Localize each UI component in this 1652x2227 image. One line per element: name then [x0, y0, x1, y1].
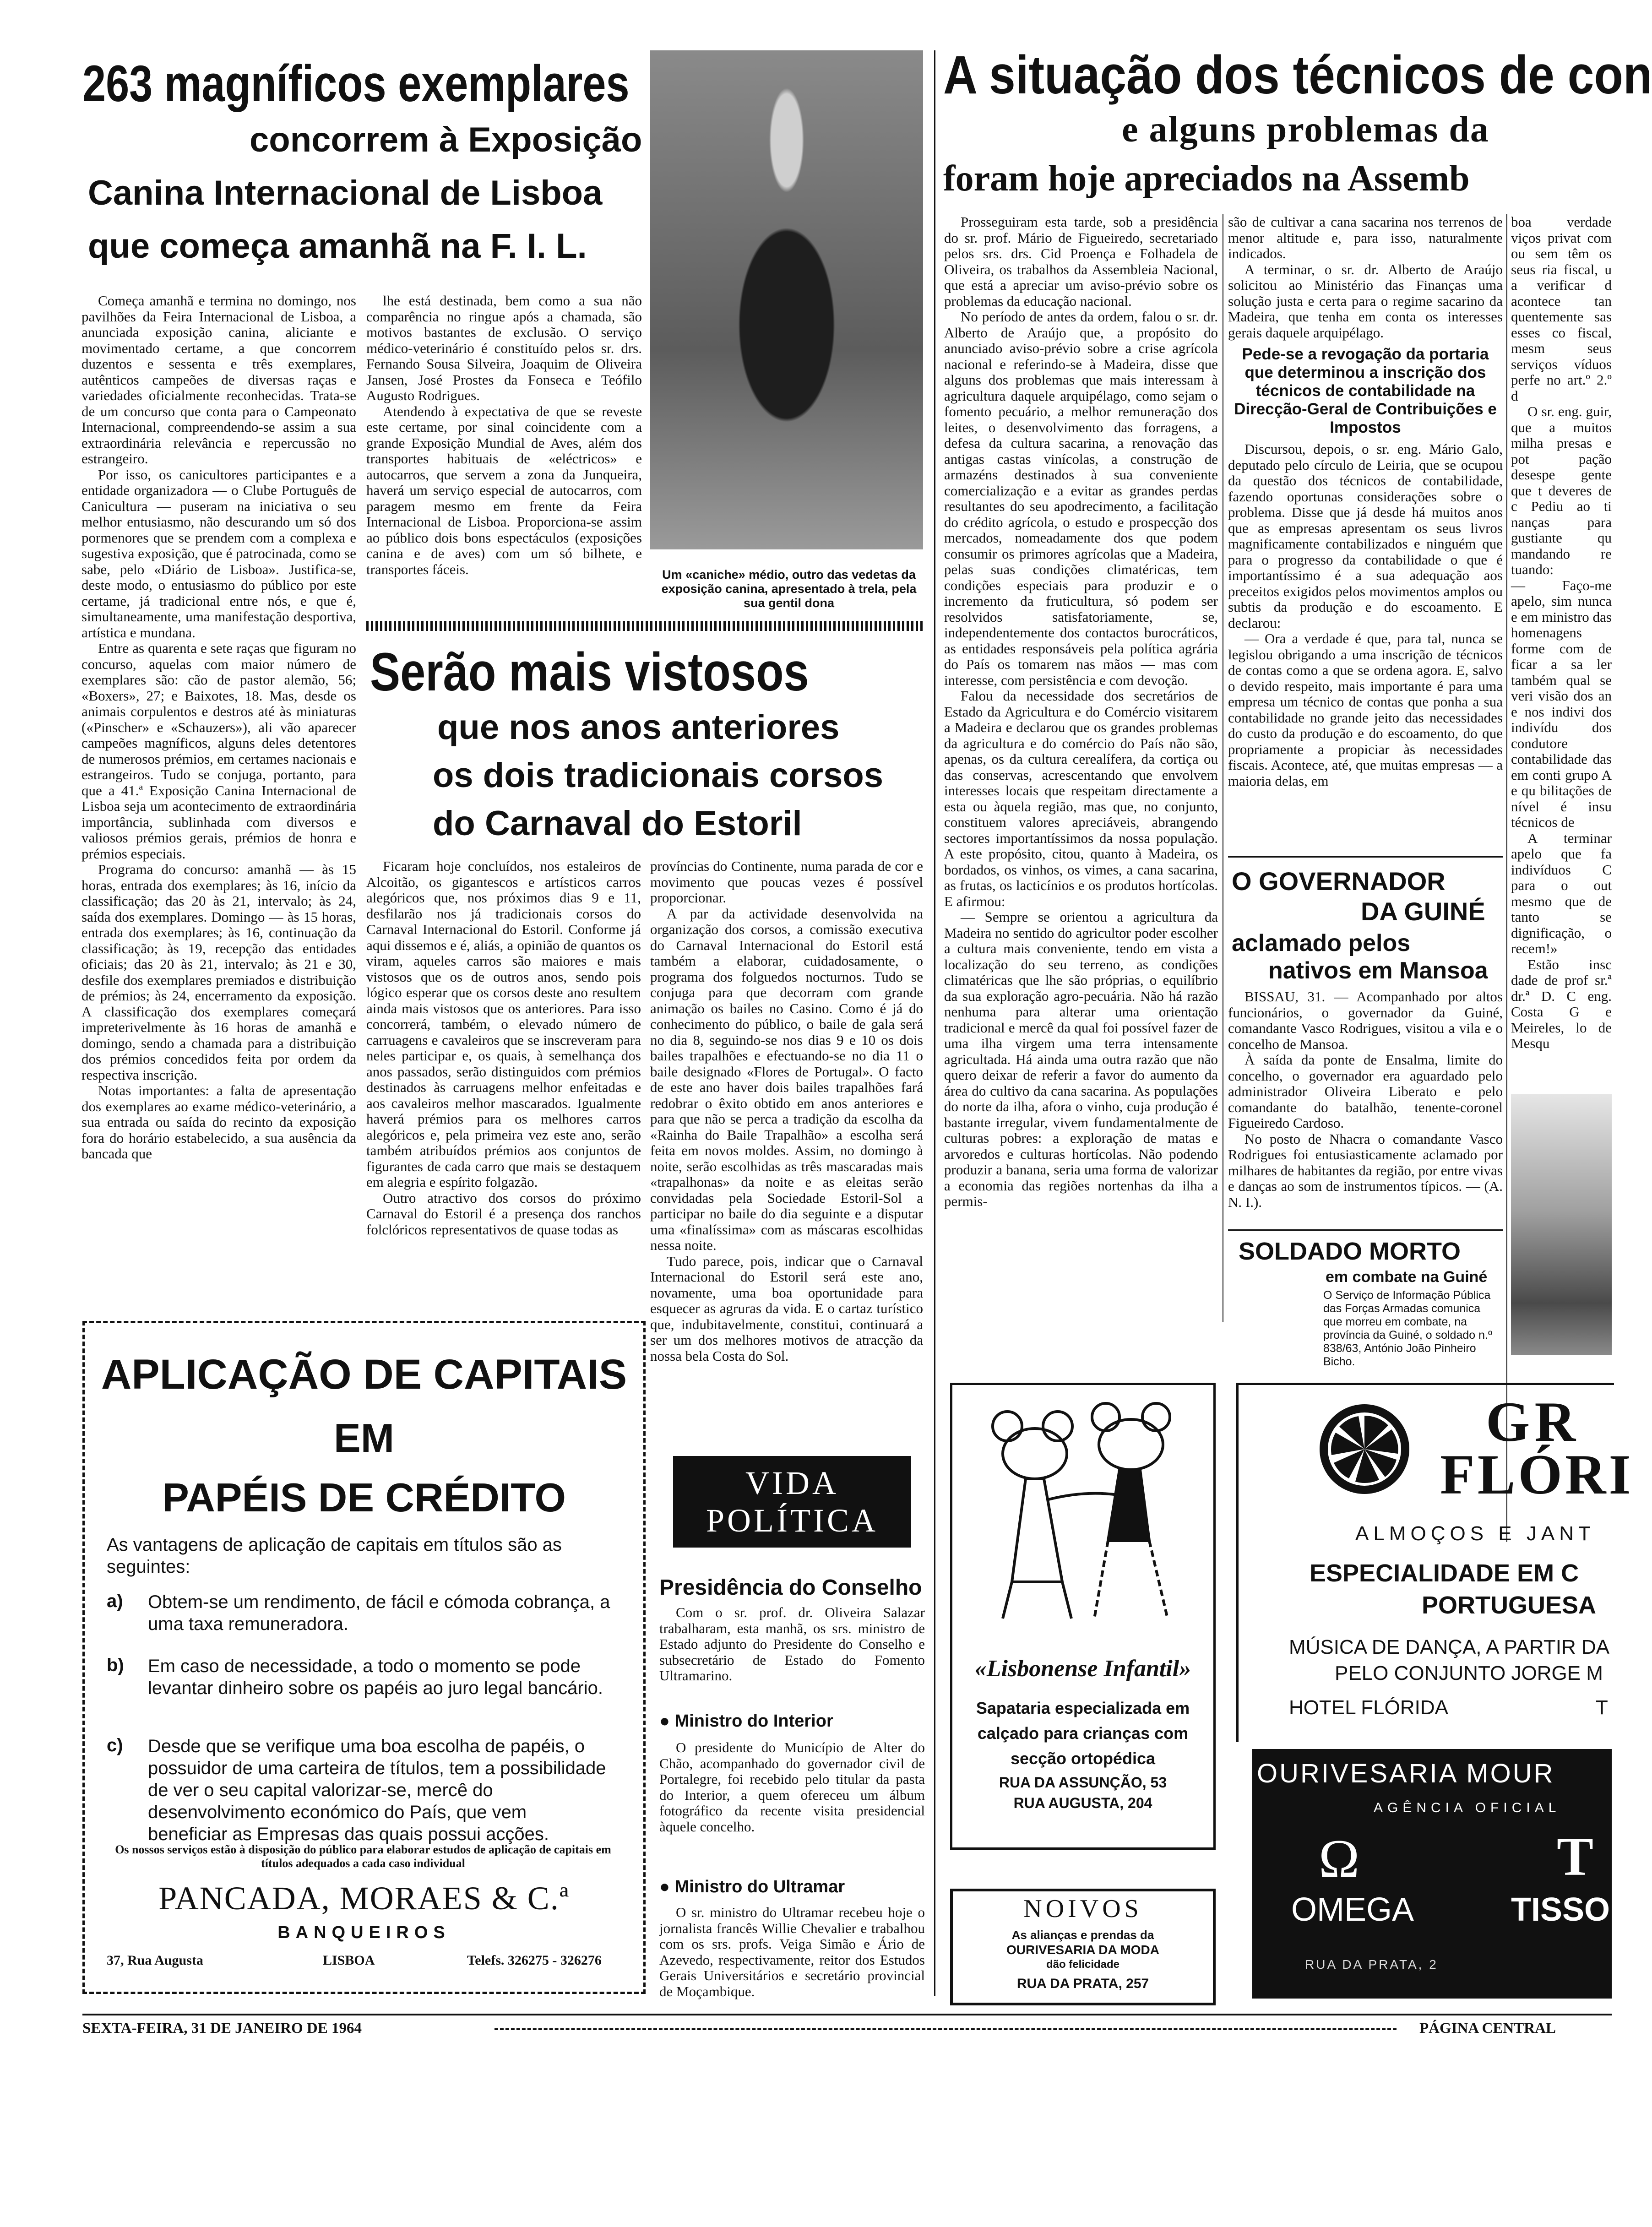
tecnicos-paragraph: O sr. eng. guir, que a muitos milha presas e pot pação desespe gente que t deveres de c Pediu ao ti nanças para gustiante qu mandando re tuando: [1511, 403, 1612, 577]
capitais-item-text: Obtem-se um rendimento, de fácil e cómoda cobrança, a uma taxa remuneradora. [148, 1592, 610, 1634]
florida-line-6: HOTEL FLÓRIDA [1289, 1696, 1448, 1719]
presidencia-paragraph: Com o sr. prof. dr. Oliveira Salazar trabalharam, esta manhã, os srs. ministro de Estado adjunto do Presidente do Conselho e subsecretário de Estado do Fomento Ultramarino. [659, 1604, 925, 1684]
canine-paragraph: Por isso, os canicultores participantes e a entidade organizadora — o Clube Português de Canicultura — puseram na iniciativa o seu melhor entusiasmo, não descurando um só dos pormenores que se prendem com a complexa e sugestiva exposição, que é patrocinada, como se sabe, pelo «Diário de Lisboa». Justifica-se, deste modo, o entusiasmo do público por este certame, já tradicional entre nós, e que é, simultaneamente, uma manifestação desportiva, artística e mundana. [82, 466, 356, 641]
carnaval-paragraph: províncias do Continente, numa parada de cor e movimento que poucas vezes é possível proporcionar. [650, 858, 923, 906]
noivos-line-2: OURIVESARIA DA MODA [1006, 1943, 1159, 1957]
guine-paragraph: BISSAU, 31. — Acompanhado por altos funcionários, o governador da Guiné, comandante Vasco Rodrigues, visitou a vila e o concelho de Mansoa. [1228, 989, 1503, 1052]
carnaval-headline-3: os dois tradicionais corsos [433, 756, 884, 795]
ourivesaria-brand-2: TISSO [1511, 1891, 1610, 1928]
lisbonense-name: «Lisbonense Infantil» [974, 1656, 1191, 1682]
noivos-ad [950, 1889, 1216, 2005]
florida-line-3: PORTUGUESA [1422, 1591, 1597, 1619]
tecnicos-subhead: Pede-se a revogação da portaria que determinou a inscrição dos técnicos de contabilidade na Direcção-Geral de Contribuições e Impostos [1234, 345, 1497, 436]
tecnicos-column-2 [1228, 214, 1503, 855]
carnaval-paragraph: Tudo parece, pois, indicar que o Carnaval Internacional do Estoril será este ano, novamente, uma boa oportunidade para esquecer as agruras da vida. E o cartaz turístico que, indubitavelmente, constitui, continuará a ser um dos melhores motivos de atracção da nossa bela Costa do Sol. [650, 1253, 923, 1364]
carnaval-column-2 [650, 858, 923, 1364]
soldado-headline-2: em combate na Guiné [1326, 1268, 1488, 1286]
tecnicos-headline-1: A situação dos técnicos de con [943, 45, 1652, 105]
vida-politica-title-2: POLÍTICA [706, 1502, 878, 1539]
capitais-item-letter: c) [107, 1735, 123, 1755]
ourivesaria-title: OURIVESARIA MOUR [1257, 1759, 1555, 1788]
lisbonense-line-1: Sapataria especializada em [976, 1699, 1190, 1717]
lisbonense-line-2: calçado para crianças com [977, 1724, 1189, 1743]
ourivesaria-ad [1252, 1749, 1612, 1999]
canine-paragraph: Notas importantes: a falta de apresentação dos exemplares ao exame médico-veterinário, a sua entrada ou saída do recinto da exposição fora do horário estabelecido, a sua ausência da bancada que [82, 1082, 356, 1162]
carnaval-paragraph: Ficaram hoje concluídos, nos estaleiros de Alcoitão, os gigantescos e artísticos carros alegóricos que, nos próximos dias 9 e 11, desfilarão nos já tradicionais corsos do Carnaval Internacional do Estoril. Conforme já aqui dissemos e é, aliás, a opinião de quantos os viram, aqueles carros são maiores e mais vistosos que os de outros anos, sendo pois lógico esperar que os corsos deste ano resultem ainda mais vistosos que os anteriores. Para isso concorrerá, também, o elevado número de carruagens e cavaleiros que se inscreveram para neles participar e, os quais, à semelhança dos anos passados, serão distinguidos com prémios destinados às carruagens melhor enfeitadas e aos cavaleiros melhor mascarados. Igualmente haverá prémios para os melhores carros alegóricos e, pela primeira vez este ano, serão também atribuídos prémios aos conjuntos de figurantes de cada carro que mais se destaquem em alegria e espírito folgazão. [366, 858, 641, 1190]
capitais-city: LISBOA [323, 1953, 375, 1968]
florida-ad [1236, 1383, 1634, 1742]
carnaval-paragraph: Outro atractivo dos corsos do próximo Carnaval do Estoril é a presença dos ranchos folclóricos representativos de quase todas as [366, 1190, 641, 1238]
landscape-photo [1511, 1094, 1612, 1355]
noivos-title: NOIVOS [1023, 1895, 1142, 1923]
ourivesaria-subtitle: AGÊNCIA OFICIAL [1374, 1800, 1561, 1815]
tecnicos-paragraph: — Sempre se orientou a agricultura da Madeira no sentido do agricultor poder escolher a cultura mais conveniente, tendo em vista a localização do seu terreno, as condições climatéricas que lhe são próprias, o equilíbrio da sua exploração agro-pecuária. Não há razão nenhuma para alterar uma orientação tradicional e mercê da qual foi possível fazer de uma ilha virgem uma terra intensamente agricultada. Há ainda uma outra razão que não quero deixar de referir a favor do aumento da área do cultivo da cana sacarina. As populações do norte da ilha, afora o vinho, cuja produção é bastante irregular, vivem fundamentalmente de culturas pobres: a exploração de matas e arvoredos e culturas hortícolas. Não podendo produzir a banana, seria uma forma de valorizar a economia das regiões nortenhas da ilha a permis- [944, 909, 1218, 1209]
capitais-title-2: EM [334, 1415, 394, 1461]
ultramar-heading-label: Ministro do Ultramar [674, 1877, 845, 1896]
capitais-title-3: PAPÉIS DE CRÉDITO [162, 1475, 566, 1520]
tecnicos-paragraph: No período de antes da ordem, falou o sr. dr. Alberto de Araújo que, a propósito do anunciado aviso-prévio sobre a crise agrícola nacional e referindo-se à Madeira, disse que alguns dos problemas que mais interessam à agricultura daquele arquipélago, como sejam o fomento pecuário, a melhor remuneração dos leites, o desenvolvimento das forragens, a defesa da cultura sacarina, a renovação das antigas castas vinícolas, a construção de armazéns destinados à sua conveniente comercialização e a evitar as grandes perdas resultantes do seu apodrecimento, a facilitação do crédito agrícola, o estudo e prospecção dos mercados, nomeadamente dos que podem consumir os primores agrícolas que a Madeira, pelas suas condições climatéricas, tem condições especiais para produzir e o incremento da fruticultura, só podem ser resolvidos satisfatoriamente, se, independentemente dos contactos burocráticos, as entidades responsáveis pela política agrária do País os tomarem nas mãos — mas com interesse, com persistência e com devoção. [944, 309, 1218, 688]
lisbonense-line-3: secção ortopédica [1010, 1749, 1156, 1768]
tecnicos-paragraph: Prosseguiram esta tarde, sob a presidência do sr. prof. Mário de Figueiredo, secretariado pelos srs. drs. Cid Proença e Folhadela de Oliveira, os trabalhos da Assembleia Nacional, que está a apreciar um aviso-prévio sobre os problemas da educação nacional. [944, 214, 1218, 309]
column-rule [934, 50, 935, 1996]
tecnicos-paragraph: Estão insc dade de prof sr.ª dr.ª D. C eng. Costa G e Meireles, lo de Mesqu [1511, 956, 1612, 1051]
tecnicos-paragraph: Discursou, depois, o sr. eng. Mário Galo, deputado pelo círculo de Leiria, que se ocupou da questão dos técnicos de contabilidade, fazendo oportunas considerações sobre o problema. Disse que já desde há muitos anos que as empresas apresentam os seus livros magnificamente contabilizados e ninguém que para o progresso da contabilidade o que é importantíssimo é a sua adequação aos preceitos exigidos pelos movimentos amplos ou subtis da produção e do escoamento. E declarou: [1228, 441, 1503, 631]
guine-paragraph: À saída da ponte de Ensalma, limite do concelho, o governador era aguardado pelo administrador Oliveira Liberato e pelo comandante do batalhão, tenente-coronel Figueiredo Cardoso. [1228, 1052, 1503, 1131]
canine-column-2 [366, 293, 642, 641]
footer-page: PÁGINA CENTRAL [1419, 2020, 1556, 2037]
tecnicos-headline-3: foram hoje apreciados na Assemb [943, 158, 1470, 199]
capitais-firm-sub: BANQUEIROS [277, 1923, 451, 1942]
guine-headline-4: nativos em Mansoa [1268, 957, 1488, 984]
capitais-address: 37, Rua Augusta [107, 1953, 203, 1968]
tecnicos-paragraph: boa verdade viços privat com ou sem têm os seus ria fiscal, u a verificar d acontece tan quentemente sas esses co fiscal, mesm seus serviços víduos perfe no art.º 2.º d [1511, 214, 1612, 404]
lisbonense-address-2: RUA AUGUSTA, 204 [1013, 1795, 1152, 1811]
interior-paragraph: O presidente do Município de Alter do Chão, acompanhado do governador civil de Portalegre, foi recebido pelo titular da pasta do Interior, a quem ofereceu um álbum fotográfico da recente visita presidencial àquele concelho. [659, 1739, 925, 1835]
carnaval-headline-2: que nos anos anteriores [437, 708, 840, 747]
capitais-intro: As vantagens de aplicação de capitais em títulos são as seguintes: [107, 1535, 562, 1577]
canine-paragraph: Entre as quarenta e sete raças que figuram no concurso, aquelas com maior número de exemplares são: cão de pastor alemão, 56; «Boxers», 27; e Baixotes, 18. Mas, desde os animais corpulentos e destros até às miniaturas («Pinscher» e «Schauzers»), ali vão aparecer campeões magníficos, alguns deles detentores de numerosos prémios, em certames nacionais e estrangeiros. Tudo se conjuga, portanto, para que a 41.ª Exposição Canina Internacional de Lisboa seja um acontecimento de extraordinária importância, sublinhada com diversos e valiosos prémios gerais, prémios de honra e prémios especiais. [82, 640, 356, 862]
tissot-logo-icon: T [1557, 1826, 1594, 1887]
florida-line-4: MÚSICA DE DANÇA, A PARTIR DA [1289, 1636, 1610, 1658]
tecnicos-paragraph: Falou da necessidade dos secretários de Estado da Agricultura e do Comércio visitarem a Madeira e declarou que os grandes problemas da agricultura e do comércio do País não são, apenas, os da cultura cerealífera, da cortiça ou das conservas, acrescentando que envolvem interesses locais que respeitam directamente a esta ou àquela região, mas que, no conjunto, constituem valores apreciáveis, abrangendo sectores importantíssimos da nossa população. A este propósito, citou, quanto à Madeira, os bordados, os vinhos, os vimes, a cana sacarina, as frutas, os lacticínios e os produtos hortícolas. E afirmou: [944, 688, 1218, 909]
interior-heading [659, 1711, 833, 1731]
guine-headline-1: O GOVERNADOR [1232, 867, 1446, 896]
presidencia-text [659, 1605, 925, 1710]
capitais-firm: PANCADA, MORAES & C.ª [158, 1880, 570, 1917]
guine-headline-3: aclamado pelos [1232, 930, 1411, 956]
florida-line-5: PELO CONJUNTO JORGE M [1335, 1662, 1603, 1684]
section-rule [1228, 1229, 1503, 1231]
florida-name-1: GR [1486, 1391, 1580, 1453]
lisbonense-address-1: RUA DA ASSUNÇÃO, 53 [999, 1774, 1167, 1791]
canine-paragraph: Programa do concurso: amanhã — às 15 horas, entrada dos exemplares; às 16, início da classificação; das 20 às 21, intervalo; às 24, saída dos exemplares. Domingo — às 15 horas, entrada dos exemplares; às 16, continuação da classificação; às 19, recepção das entidades oficiais; das 20 às 21, intervalo; às 21 e 30, desfile dos exemplares premiados e distribuição de prémios; às 24, encerramento da exposição. A classificação dos exemplares começará impreterivelmente às 16 horas de amanhã e domingo, sendo a chamada para a distribuição dos prémios concedidos feita por ordem da respectiva inscrição. [82, 861, 356, 1083]
footer-date: SEXTA-FEIRA, 31 DE JANEIRO DE 1964 [82, 2020, 362, 2037]
capitais-item-text: Desde que se verifique uma boa escolha de papéis, o possuidor de uma carteira de títulos, tem a possibilidade de ver o seu capital valorizar-se, mercê do desenvolvimento económico do País, que vem beneficiar as Empresas das quais possui acções. [148, 1736, 606, 1844]
ultramar-paragraph: O sr. ministro do Ultramar recebeu hoje o jornalista francês Willie Chevalier e trabalhou com os srs. profs. Veiga Simão e Ário de Azevedo, respectivamente, reitor dos Estudos Gerais Universitários e secretário provincial de Moçambique. [659, 1904, 925, 1999]
presidencia-heading: Presidência do Conselho [659, 1575, 922, 1600]
mice-dancers-illustration [957, 1390, 1213, 1637]
noivos-line-1: As alianças e prendas da [1011, 1928, 1154, 1942]
lisbonense-ad [950, 1383, 1216, 1850]
tecnicos-headline-2: e alguns problemas da [1122, 109, 1489, 150]
caniche-photo [650, 50, 923, 549]
canine-headline-4: que começa amanhã na F. I. L. [88, 227, 587, 266]
canine-headline-3: Canina Internacional de Lisboa [88, 174, 603, 212]
canine-headline-2: concorrem à Exposição [250, 120, 642, 159]
capitais-note: Os nossos serviços estão à disposição do público para elaborar estudos de aplicação de capitais em títulos adequados a cada caso individual [115, 1843, 611, 1870]
ultramar-heading [659, 1877, 845, 1897]
capitais-item-letter: a) [107, 1591, 123, 1611]
guine-headline-2: DA GUINÉ [1361, 897, 1485, 926]
soldado-text: O Serviço de Informação Pública das Forças Armadas comunica que morreu em combate, na província da Guiné, o soldado n.º 838/63, António João Pinheiro Bicho. [1323, 1289, 1493, 1368]
tecnicos-paragraph: são de cultivar a cana sacarina nos terrenos de menor altitude e, para isso, naturalmente indicados. [1228, 214, 1503, 261]
carnaval-headline-1: Serão mais vistosos [370, 642, 809, 702]
tecnicos-paragraph: — Faço-me apelo, sim nunca e em ministro das homenagens forme com de ficar a sa ler também qual se veri visão dos an e nos indivi dos indivídu dos condutore contabilidade das em conti grupo A e qu bilitações de nível é insu técnicos de [1511, 577, 1612, 830]
vida-politica-box [673, 1456, 911, 1548]
canine-paragraph: Começa amanhã e termina no domingo, nos pavilhões da Feira Internacional de Lisboa, a anunciada exposição canina, aliciante e movimentado certame, a que concorrem duzentos e sessenta e três exemplares, autênticos campeões de diversas raças e variedades oficialmente reconhecidas. Trata-se de um concurso que conta para o Campeonato Internacional, compreendendo-se assim a sua extraordinária relevância e repercussão no estrangeiro. [82, 293, 356, 467]
noivos-line-3: dão felicidade [1046, 1958, 1120, 1971]
florida-line-1: ALMOÇOS E JANT [1355, 1522, 1595, 1545]
tecnicos-paragraph: A terminar, o sr. dr. Alberto de Araújo solicitou ao Ministério das Finanças uma solução justa e certa para o regime sacarino da Madeira, que tenha em conta os interesses gerais daquele arquipélago. [1228, 261, 1503, 341]
guine-paragraph: No posto de Nhacra o comandante Vasco Rodrigues foi entusiasticamente aclamado por milhares de habitantes da região, por entre vivas e danças ao som de instrumentos típicos. — (A. N. I.). [1228, 1130, 1503, 1210]
tecnicos-column-3 [1511, 214, 1612, 1185]
canine-paragraph: Atendendo à expectativa de que se reveste este certame, por sinal coincidente com a grande Exposição Mundial de Aves, além dos transportes habituais de «eléctricos» e autocarros, que servem a zona da Junqueira, haverá um serviço especial de autocarros, com paragem mesmo em frente da Feira Internacional de Lisboa. Proporciona-se assim ao público dois bons espectáculos (exposições canina e de aves) com um só bilhete, e transportes fáceis. [366, 403, 642, 577]
canine-paragraph: lhe está destinada, bem como a sua não comparência no ringue após a chamada, são motivos bastantes de exclusão. O serviço médico-veterinário é constituído pelos sr. drs. Fernando Sousa Silveira, Joaquim de Oliveira Jansen, José Prostes da Fonseca e Teófilo Augusto Rodrigues. [366, 293, 642, 403]
capitais-item-letter: b) [107, 1655, 124, 1675]
bullet-icon: ● [659, 1711, 675, 1731]
tecnicos-paragraph: — Ora a verdade é que, para tal, nunca se legislou obrigando a uma inscrição de técnicos de contas como a que se ordena agora. E, salvo o devido respeito, mais importante é para uma empresa um técnico de contas que ponha a sua contabilidade no grande jeito das necessidades do custo da produção e do escoamento, do que propriamente a propiciar às necessidades fiscais. Acontece, até, que muitas empresas — a maioria delas, em [1228, 630, 1503, 789]
canine-column-1 [82, 293, 356, 1328]
citrus-logo-icon [1316, 1401, 1413, 1497]
canine-headline-1: 263 magníficos exemplares [82, 55, 630, 112]
capitais-ad [82, 1321, 646, 1994]
interior-heading-label: Ministro do Interior [674, 1711, 833, 1731]
guine-body [1228, 989, 1503, 1227]
carnaval-headline-4: do Carnaval do Estoril [433, 804, 802, 843]
bullet-icon: ● [659, 1877, 675, 1896]
carnaval-paragraph: A par da actividade desenvolvida na organização dos corsos, a comissão executiva do Carnaval Internacional do Estoril está também a elaborar, cuidadosamente, o programa dos folguedos nocturnos. Tudo se conjuga para que decorram com grande animação os bailes no Casino. Como é já do conhecimento do público, o baile de gala será no dia 8, seguindo-se nos dias 9 e 10 os dois bailes trapalhões e efectuando-se no dia 11 o baile designado «Flores de Portugal». O facto de este ano haver dois bailes trapalhões fará redobrar o êxito obtido em anos anteriores e para que não se perca a tradição da escolha da «Rainha do Baile Trapalhão» a escolha será feita em novos moldes. Assim, no domingo à noite, serão escolhidas as três mascaradas mais «trapalhonas» da noite e as eleitas serão convidadas pela Sociedade Estoril-Sol a participar no baile do dia seguinte e a disputar uma «finalíssima» com as máscaras escolhidas nessa noite. [650, 905, 923, 1253]
column-rule [1506, 214, 1507, 1542]
section-divider [366, 621, 923, 631]
tecnicos-column-1 [944, 214, 1218, 1331]
footer-dashes [495, 2028, 1397, 2035]
capitais-title-1: APLICAÇÃO DE CAPITAIS [101, 1351, 627, 1398]
ourivesaria-address: RUA DA PRATA, 2 [1305, 1957, 1438, 1972]
florida-line-2: ESPECIALIDADE EM C [1310, 1559, 1579, 1587]
omega-logo-icon: Ω [1319, 1828, 1360, 1889]
vida-politica-title-1: VIDA [745, 1465, 839, 1501]
noivos-address: RUA DA PRATA, 257 [1016, 1976, 1149, 1991]
photo-caption: Um «caniche» médio, outro das vedetas da exposição canina, apresentado à trela, pela sua gentil dona [661, 568, 917, 610]
soldado-headline-1: SOLDADO MORTO [1239, 1238, 1461, 1265]
footer-rule [82, 2014, 1612, 2015]
florida-name-2: FLÓRI [1440, 1443, 1634, 1506]
tecnicos-paragraph: A terminar apelo que fa indivíduos C para o out mesmo que de tanto se dignificação, o recem!» [1511, 830, 1612, 956]
florida-line-6b: T [1596, 1696, 1608, 1719]
carnaval-column-1 [366, 858, 641, 1328]
ourivesaria-brand-1: OMEGA [1291, 1891, 1414, 1928]
section-rule [1228, 856, 1503, 858]
ultramar-text [659, 1905, 925, 2015]
capitais-phones: Telefs. 326275 - 326276 [467, 1953, 602, 1968]
interior-text [659, 1740, 925, 1850]
capitais-item-text: Em caso de necessidade, a todo o momento se pode levantar dinheiro sobre os papéis ao juro legal bancário. [148, 1656, 603, 1698]
